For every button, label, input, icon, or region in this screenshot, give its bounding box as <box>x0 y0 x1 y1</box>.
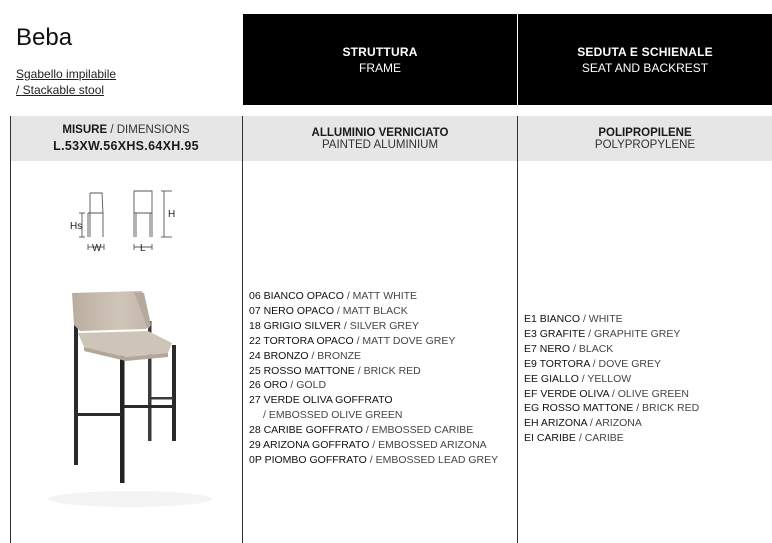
finish-code: EF VERDE OLIVA <box>524 387 609 400</box>
frame-header <box>243 14 517 105</box>
finish-code: 06 BIANCO OPACO <box>249 290 344 302</box>
finish-code: 22 TORTORA OPACO <box>249 334 354 347</box>
finish-code: 18 GRIGIO SILVER <box>249 319 342 332</box>
finish-item <box>249 378 515 393</box>
finish-code: EG ROSSO MATTONE <box>524 402 634 415</box>
finish-item <box>524 416 770 431</box>
column-divider-left <box>10 116 11 543</box>
diagram-label-h: H <box>168 209 176 220</box>
finish-translation: / OLIVE GREEN <box>609 387 689 400</box>
diagram-label-w: W <box>92 243 102 254</box>
finish-translation: / ARIZONA <box>587 417 642 430</box>
seat-material-it: POLIPROPILENE <box>598 126 692 139</box>
finish-translation: / BRICK RED <box>354 364 421 377</box>
finish-translation: / EMBOSSED ARIZONA <box>369 439 487 452</box>
frame-material-it: ALLUMINIO VERNICIATO <box>311 126 449 139</box>
finish-item <box>249 393 515 408</box>
finish-translation: / YELLOW <box>578 372 632 385</box>
finish-code: EE GIALLO <box>524 372 579 385</box>
finish-code: E9 TORTORA <box>524 357 590 370</box>
finish-translation: / GRAPHITE GREY <box>585 327 681 340</box>
finish-item <box>249 304 515 319</box>
dimension-diagram <box>60 185 190 260</box>
finish-item <box>249 438 515 453</box>
finish-translation: / MATT DOVE GREY <box>353 334 456 347</box>
seat-finishes-list <box>524 312 770 446</box>
frame-header-en: FRAME <box>359 60 401 75</box>
finish-code: E7 NERO <box>524 342 571 355</box>
subtitle-it: Sgabello impilabile <box>16 67 117 81</box>
dimensions-code: L.53XW.56XHS.64XH.95 <box>53 139 199 153</box>
frame-finishes-list <box>249 289 515 468</box>
product-title: Beba <box>16 24 73 51</box>
finish-item <box>524 401 770 416</box>
finish-translation: / MATT WHITE <box>343 290 418 302</box>
finish-translation: / SILVER GREY <box>341 319 420 332</box>
finish-code: 07 NERO OPACO <box>249 304 334 317</box>
column-divider-right <box>517 116 518 543</box>
seat-header-en: SEAT AND BACKREST <box>581 60 709 75</box>
finish-item <box>249 453 515 468</box>
finish-item <box>524 312 770 327</box>
dimensions-label-en: / DIMENSIONS <box>110 124 190 136</box>
seat-header-it: SEDUTA E SCHIENALE <box>577 44 713 59</box>
finish-code: 26 ORO <box>249 379 288 392</box>
finish-item <box>524 387 770 402</box>
finish-translation: / EMBOSSED CARIBE <box>362 424 474 437</box>
finish-translation: / BRONZE <box>308 349 362 362</box>
finish-code: EI CARIBE <box>524 432 576 445</box>
finish-code: E3 GRAFITE <box>524 327 586 340</box>
finish-translation: / WHITE <box>580 313 623 325</box>
seat-material-en: POLYPROPYLENE <box>594 138 696 151</box>
finish-code: 0P PIOMBO GOFFRATO <box>249 453 367 466</box>
finish-translation: / GOLD <box>287 379 327 392</box>
finish-translation: / BRICK RED <box>633 402 700 415</box>
finish-item <box>249 334 515 349</box>
finish-translation: / MATT BLACK <box>334 304 408 317</box>
subtitle-en: / Stackable stool <box>16 83 105 97</box>
diagram-label-l: L <box>140 243 146 254</box>
finish-item <box>249 319 515 334</box>
finish-translation: / DOVE GREY <box>589 357 661 370</box>
finish-item <box>524 342 770 357</box>
finish-item <box>524 431 770 446</box>
stool-image <box>38 285 214 507</box>
finish-code: 28 CARIBE GOFFRATO <box>249 424 363 437</box>
finish-translation: / EMBOSSED OLIVE GREEN <box>263 409 403 422</box>
finish-item <box>249 349 515 364</box>
frame-material-cell <box>243 116 517 161</box>
finish-item <box>249 289 515 304</box>
product-subtitle <box>16 66 116 98</box>
finish-item <box>249 364 515 379</box>
finish-translation: / BLACK <box>570 342 614 355</box>
finish-item <box>249 408 515 423</box>
seat-header <box>518 14 772 105</box>
finish-code: 24 BRONZO <box>249 349 309 362</box>
finish-item <box>524 372 770 387</box>
dimensions-label-it: MISURE <box>62 124 108 136</box>
column-divider-middle <box>242 116 243 543</box>
finish-code: 25 ROSSO MATTONE <box>249 364 355 377</box>
frame-header-it: STRUTTURA <box>342 44 418 59</box>
finish-translation: / EMBOSSED LEAD GREY <box>366 453 499 466</box>
finish-item <box>524 357 770 372</box>
finish-item <box>524 327 770 342</box>
finish-item <box>249 423 515 438</box>
diagram-label-hs: Hs <box>70 221 83 232</box>
frame-material-en: PAINTED ALUMINIUM <box>321 138 439 151</box>
dimensions-cell <box>10 116 242 161</box>
finish-code: E1 BIANCO <box>524 313 581 325</box>
seat-material-cell <box>518 116 772 161</box>
finish-code: 29 ARIZONA GOFFRATO <box>249 439 370 452</box>
finish-code: EH ARIZONA <box>524 417 588 430</box>
finish-code: 27 VERDE OLIVA GOFFRATO <box>249 394 393 407</box>
dimensions-label <box>62 124 189 136</box>
finish-translation: / CARIBE <box>575 432 624 445</box>
